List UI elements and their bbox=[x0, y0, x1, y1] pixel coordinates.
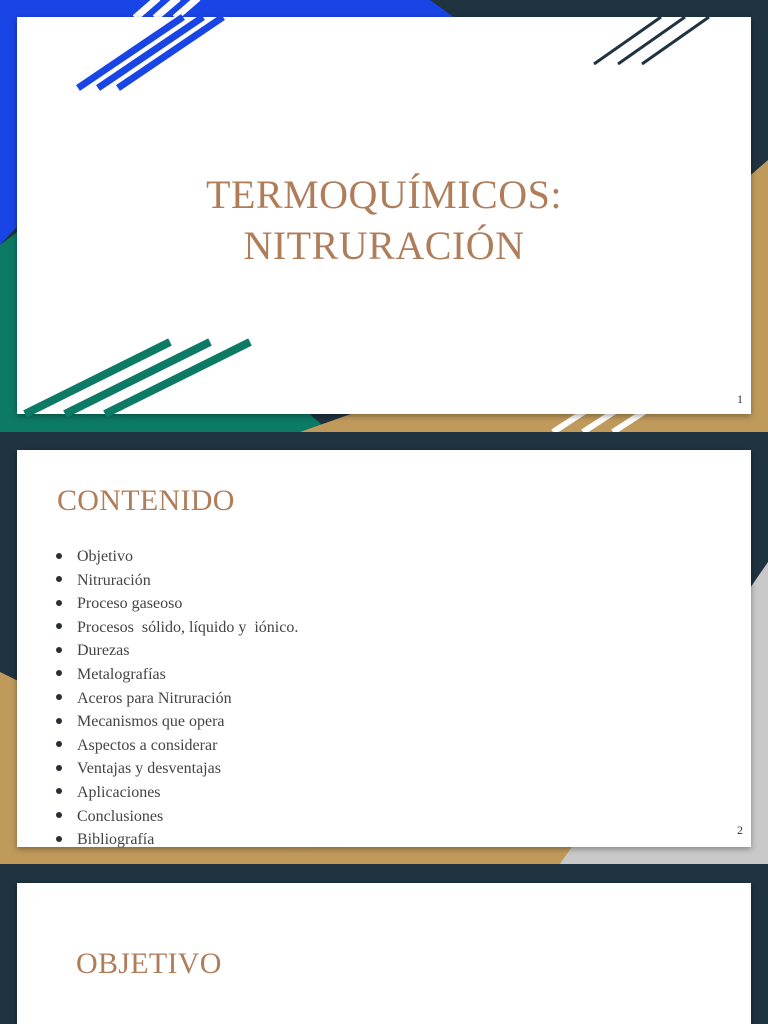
slide-2 bbox=[0, 432, 768, 864]
page-number: 1 bbox=[737, 392, 743, 406]
list-item: Bibliografía bbox=[67, 828, 298, 852]
list-item: Conclusiones bbox=[67, 805, 298, 829]
bullet-icon bbox=[56, 812, 62, 818]
bullet-icon bbox=[56, 718, 62, 724]
bullet-icon bbox=[56, 576, 62, 582]
list-item: Durezas bbox=[67, 639, 298, 663]
bullet-icon bbox=[56, 553, 62, 559]
list-item: Ventajas y desventajas bbox=[67, 757, 298, 781]
list-item: Procesos sólido, líquido y iónico. bbox=[67, 616, 298, 640]
slide-3-card bbox=[17, 883, 751, 1024]
bullet-icon bbox=[56, 670, 62, 676]
list-item: Aspectos a considerar bbox=[67, 734, 298, 758]
slide-1-overlay-stripes bbox=[0, 0, 768, 432]
list-item: Objetivo bbox=[67, 545, 298, 569]
bullet-icon bbox=[56, 647, 62, 653]
title-line-1: TERMOQUÍMICOS: bbox=[206, 172, 562, 217]
bullet-icon bbox=[56, 788, 62, 794]
page-number: 2 bbox=[737, 823, 743, 837]
title-line-2: NITRURACIÓN bbox=[243, 223, 525, 268]
bullet-icon bbox=[56, 765, 62, 771]
slide-2-card bbox=[17, 450, 751, 847]
slide-1 bbox=[0, 0, 768, 432]
bullet-icon bbox=[56, 694, 62, 700]
list-item: Nitruración bbox=[67, 569, 298, 593]
objective-heading: OBJETIVO bbox=[76, 947, 222, 980]
list-item: Aceros para Nitruración bbox=[67, 687, 298, 711]
list-item: Mecanismos que opera bbox=[67, 710, 298, 734]
list-item: Proceso gaseoso bbox=[67, 592, 298, 616]
list-item: Aplicaciones bbox=[67, 781, 298, 805]
slide-3 bbox=[0, 864, 768, 1024]
bullet-icon bbox=[56, 741, 62, 747]
bullet-icon bbox=[56, 836, 62, 842]
bullet-icon bbox=[56, 600, 62, 606]
contents-list bbox=[67, 545, 298, 852]
contents-heading: CONTENIDO bbox=[57, 484, 235, 517]
list-item: Metalografías bbox=[67, 663, 298, 687]
bullet-icon bbox=[56, 623, 62, 629]
